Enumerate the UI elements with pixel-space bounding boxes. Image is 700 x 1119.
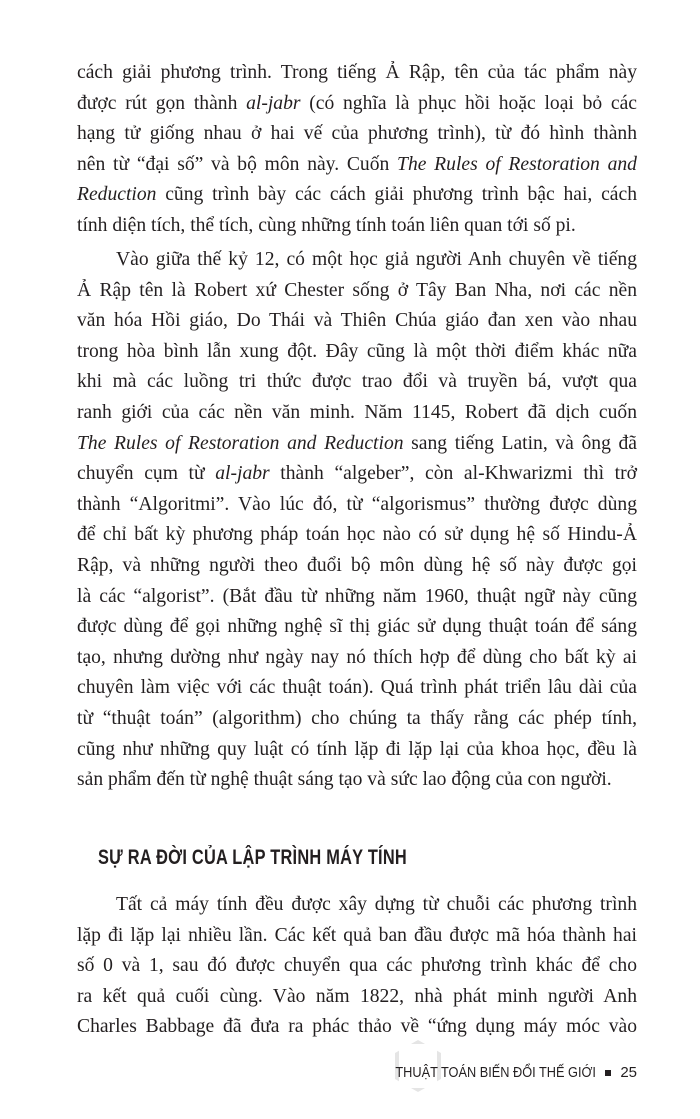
text-line	[77, 211, 637, 242]
text-line	[77, 119, 637, 150]
paragraph-3	[77, 890, 637, 1043]
text-line	[77, 429, 637, 460]
text-line	[77, 612, 637, 643]
italic-title-text: al-jabr	[215, 463, 270, 485]
text-line	[77, 337, 637, 368]
text-segment: được dùng để gọi những nghệ sĩ thị giác sử dụng thuật toán để sáng	[77, 616, 637, 638]
text-line	[77, 306, 637, 337]
text-line	[77, 276, 637, 307]
text-segment: sang tiếng Latin, và ông đã	[403, 432, 637, 454]
text-segment: cũng như những quy luật có tính lặp đi lặp lại của khoa học, đều là	[77, 738, 637, 760]
text-segment: lặp đi lặp lại nhiều lần. Các kết quả ban đầu được mã hóa thành hai	[77, 924, 637, 946]
text-line	[77, 520, 637, 551]
text-line	[77, 704, 637, 735]
text-line	[77, 890, 637, 921]
text-line	[77, 459, 637, 490]
page-footer	[360, 1064, 637, 1081]
text-segment: được rút gọn thành	[77, 92, 247, 114]
text-line	[77, 1012, 637, 1043]
text-line	[77, 765, 637, 796]
text-segment: số 0 và 1, sau đó được chuyển qua các phương trình khác để cho	[77, 955, 637, 977]
italic-title-text: The Rules of Restoration and Reduction	[77, 432, 404, 454]
italic-title-text: Reduction	[77, 184, 157, 206]
paragraph-1	[77, 58, 637, 242]
text-segment: cũng trình bày các cách giải phương trình bậc hai, cách	[156, 184, 637, 206]
text-line	[77, 982, 637, 1013]
text-segment: tính diện tích, thể tích, cùng những tính toán liên quan tới số pi.	[77, 214, 576, 236]
text-line	[77, 673, 637, 704]
page-number: 25	[620, 1064, 637, 1081]
running-title: THUẬT TOÁN BIẾN ĐỔI THẾ GIỚI	[395, 1064, 597, 1081]
separator-square-icon	[605, 1070, 611, 1076]
text-line	[77, 551, 637, 582]
text-line	[77, 367, 637, 398]
text-segment: để chỉ bất kỳ phương pháp toán học nào có sử dụng hệ số Hindu-Ả	[77, 524, 637, 546]
text-segment: Vào giữa thế kỷ 12, có một học giả người Anh chuyên về tiếng	[116, 249, 637, 270]
text-line	[77, 245, 637, 276]
text-segment: ranh giới của các nền văn minh. Năm 1145, Robert đã dịch cuốn	[77, 401, 637, 423]
text-line	[77, 150, 637, 181]
text-segment: ra kết quả cuối cùng. Vào năm 1822, nhà phát minh người Anh	[77, 985, 637, 1007]
text-segment: Charles Babbage đã đưa ra phác thảo về “ứng dụng máy móc vào	[77, 1016, 637, 1038]
text-segment: cách giải phương trình. Trong tiếng Ả Rập, tên của tác phẩm này	[77, 62, 637, 83]
italic-title-text: al-jabr	[246, 92, 301, 114]
text-line	[77, 921, 637, 952]
text-segment: (có nghĩa là phục hồi hoặc loại bỏ các	[300, 92, 637, 114]
text-segment: văn hóa Hồi giáo, Do Thái và Thiên Chúa giáo đan xen vào nhau	[77, 310, 637, 332]
text-line	[77, 180, 637, 211]
text-line	[77, 643, 637, 674]
text-line	[77, 951, 637, 982]
text-segment: Rập, và những người theo đuổi bộ môn dùng hệ số này được gọi	[77, 554, 637, 576]
text-segment: từ “thuật toán” (algorithm) cho chúng ta thấy rằng các phép tính,	[77, 707, 637, 729]
text-segment: thành “Algoritmi”. Vào lúc đó, từ “algorismus” thường được dùng	[77, 493, 637, 515]
text-segment: Tất cả máy tính đều được xây dựng từ chuỗi các phương trình	[116, 894, 637, 915]
text-segment: nên từ “đại số” và bộ môn này. Cuốn	[77, 153, 398, 175]
italic-title-text: The Rules of Restoration and	[397, 153, 637, 175]
text-segment: chuyển cụm từ	[77, 463, 216, 485]
text-line	[77, 582, 637, 613]
text-segment: khi mà các luồng tri thức được trao đổi và truyền bá, vượt qua	[77, 371, 637, 393]
text-segment: chuyên làm việc với các thuật toán). Quá trình phát triển lâu dài của	[77, 677, 637, 699]
text-line	[77, 89, 637, 120]
text-segment: tạo, nhưng dường như ngày nay nó thích hợp để dùng cho bất kỳ ai	[77, 646, 637, 668]
text-line	[77, 490, 637, 521]
text-segment: trong hòa bình lẫn xung đột. Đây cũng là một thời điểm khác nữa	[77, 340, 637, 362]
text-segment: là các “algorist”. (Bắt đầu từ những năm 1960, thuật ngữ này cũng	[77, 585, 637, 607]
section-heading: SỰ RA ĐỜI CỦA LẬP TRÌNH MÁY TÍNH	[98, 846, 407, 869]
text-line	[77, 398, 637, 429]
text-segment: hạng tử giống nhau ở hai vế của phương trình), từ đó hình thành	[77, 123, 637, 145]
text-line	[77, 58, 637, 89]
text-segment: thành “algeber”, còn al-Khwarizmi thì trở	[269, 463, 637, 485]
text-segment: Ả Rập tên là Robert xứ Chester sống ở Tây Ban Nha, nơi các nền	[77, 279, 637, 301]
text-segment: sản phẩm đến từ nghệ thuật sáng tạo và sức lao động của con người.	[77, 769, 612, 791]
text-line	[77, 735, 637, 766]
paragraph-2	[77, 245, 637, 796]
